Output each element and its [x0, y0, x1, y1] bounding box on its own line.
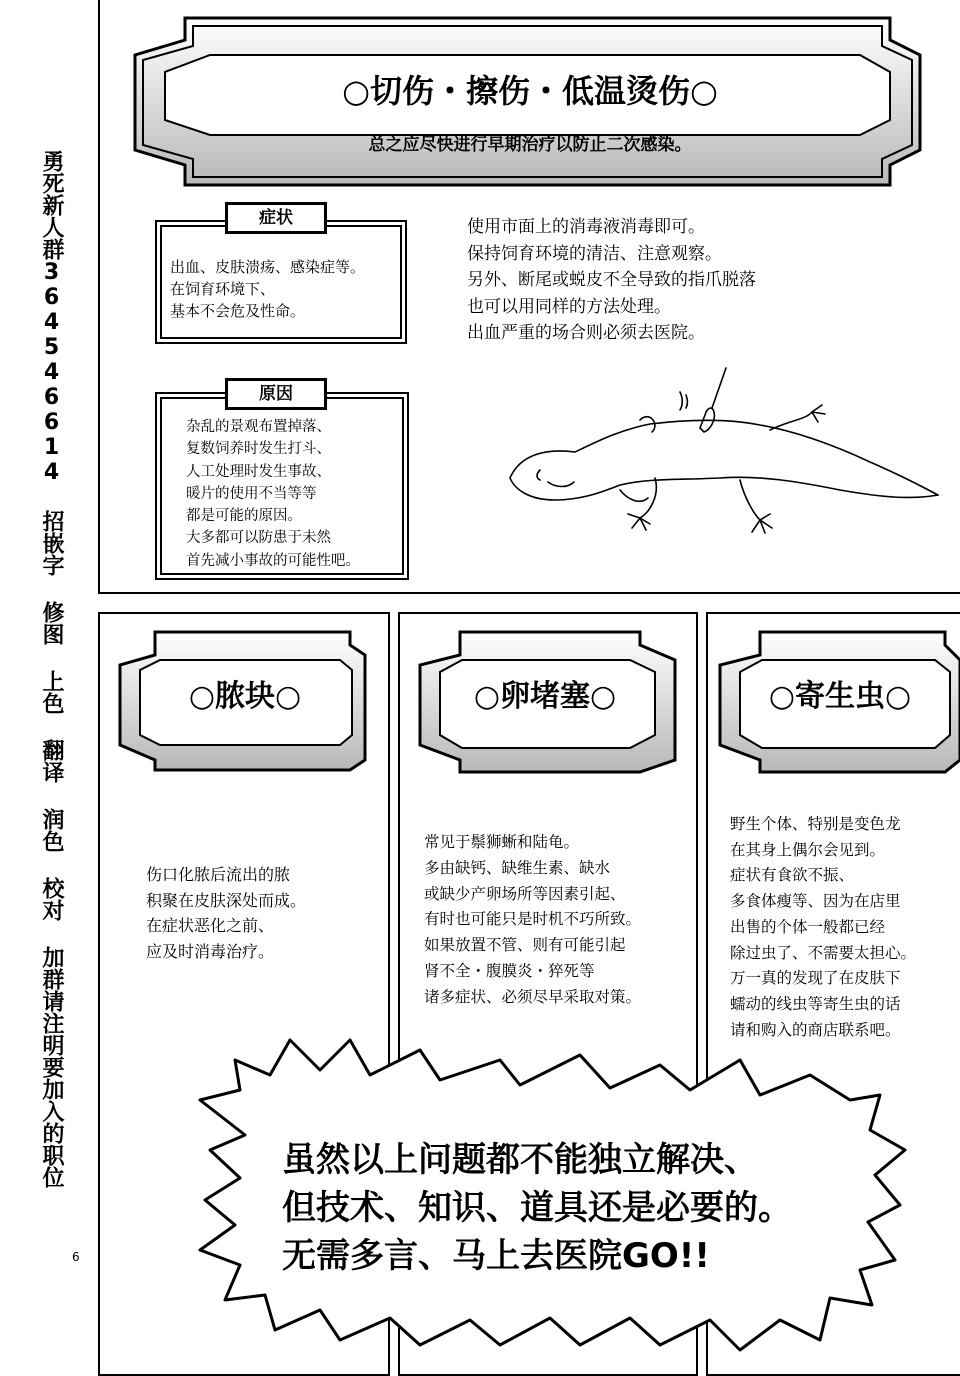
panel-text-parasite: 野生个体、特别是变色龙 在其身上偶尔会见到。 症状有食欲不振、 多食体瘦等、因为在店里 出售的个体一般都已经 除过虫了、不需要太担心。 万一真的发现了在皮肤下 蠕动的线虫等寄生虫的话 请和购入的商店联系吧。 [730, 815, 917, 1039]
panel-title-abscess: ○脓块○ [188, 679, 302, 714]
sidebar-credits: 勇死新人群364546614 招嵌字 修图 上色 翻译 润色 校对 加群请注明要加入的职位 [39, 150, 64, 1188]
panel-text-abscess: 伤口化脓后流出的脓 积聚在皮肤深处而成。 在症状恶化之前、 应及时消毒治疗。 [146, 865, 307, 962]
burst-line-3: 无需多言、马上去医院GO!! [282, 1236, 710, 1276]
top-subtitle: 总之应尽快进行早期治疗以防止二次感染。 [368, 135, 692, 155]
cause-text: 杂乱的景观布置掉落、 复数饲养时发生打斗、 人工处理时发生事故、 暖片的使用不当等等 都是可能的原因。 大多都可以防患于未然 首先减小事故的可能性吧。 [186, 419, 360, 569]
symptom-text: 出血、皮肤溃疡、感染症等。 在饲育环境下、 基本不会危及性命。 [170, 258, 366, 320]
treatment-text: 使用市面上的消毒液消毒即可。 保持饲育环境的清洁、注意观察。 另外、断尾或蜕皮不全导致的指爪脱落 也可以用同样的方法处理。 出血严重的场合则必须去医院。 [467, 217, 756, 343]
cause-label: 原因 [225, 378, 327, 410]
lizard-illustration [510, 368, 938, 533]
page-number: 6 [72, 1250, 80, 1264]
symptom-label: 症状 [225, 202, 327, 234]
panel-title-parasite: ○寄生虫○ [768, 679, 912, 714]
burst-line-2: 但技术、知识、道具还是必要的。 [282, 1188, 792, 1228]
panel-title-egg-binding: ○卵堵塞○ [473, 679, 617, 714]
top-title: ○切伤・擦伤・低温烫伤○ [342, 72, 718, 110]
burst-line-1: 虽然以上问题都不能独立解决、 [282, 1140, 758, 1180]
panel-text-egg-binding: 常见于鬃狮蜥和陆龟。 多由缺钙、缺维生素、缺水 或缺少产卵场所等因素引起、 有时也可能只是时机不巧所致。 如果放置不管、则有可能引起 肾不全・腹膜炎・猝死等 诸多症状、必须尽早采取对策。 [424, 833, 642, 1006]
